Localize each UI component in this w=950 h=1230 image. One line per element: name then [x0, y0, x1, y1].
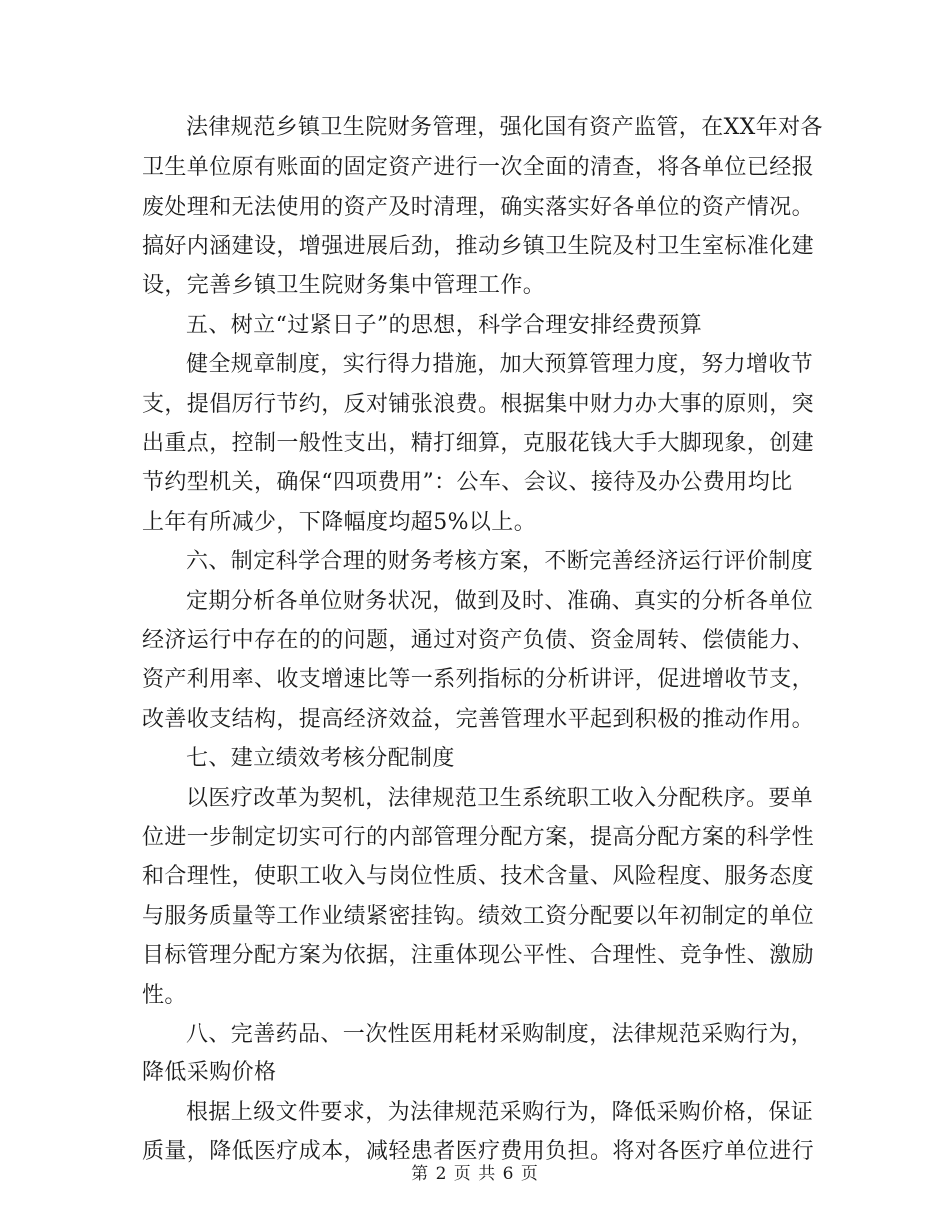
page-footer: 第 2 页 共 6 页 [411, 1164, 539, 1184]
paragraph-line: 支，提倡厉行节约，反对铺张浪费。根据集中财力办大事的原则，突 [142, 392, 815, 417]
paragraph-line: 经济运行中存在的的问题，通过对资产负债、资金周转、偿债能力、 [142, 628, 815, 653]
paragraph-line: 节约型机关，确保“四项费用”：公车、会议、接待及办公费用均比 [142, 470, 793, 495]
paragraph-line: 与服务质量等工作业绩紧密挂钩。绩效工资分配要以年初制定的单位 [142, 904, 815, 929]
paragraph-line: 出重点，控制一般性支出，精打细算，克服花钱大手大脚现象，创建 [142, 431, 815, 456]
section-heading: 八、完善药品、一次性医用耗材采购制度，法律规范采购行为， [186, 1022, 814, 1047]
paragraph-line: 废处理和无法使用的资产及时清理，确实落实好各单位的资产情况。 [142, 195, 815, 220]
section-heading: 降低采购价格 [142, 1060, 277, 1085]
paragraph-line: 健全规章制度，实行得力措施，加大预算管理力度，努力增收节 [186, 352, 814, 377]
paragraph-line: 设，完善乡镇卫生院财务集中管理工作。 [142, 273, 546, 298]
paragraph-line: 改善收支结构，提高经济效益，完善管理水平起到积极的推动作用。 [142, 707, 815, 732]
paragraph-line: 以医疗改革为契机，法律规范卫生系统职工收入分配秩序。要单 [186, 786, 814, 811]
paragraph-line: 搞好内涵建设，增强进展后劲，推动乡镇卫生院及村卫生室标准化建 [142, 234, 815, 259]
section-heading: 六、制定科学合理的财务考核方案，不断完善经济运行评价制度 [186, 549, 814, 574]
paragraph-line: 位进一步制定切实可行的内部管理分配方案，提高分配方案的科学性 [142, 825, 815, 850]
section-heading: 五、树立“过紧日子”的思想，科学合理安排经费预算 [186, 313, 703, 338]
paragraph-line: 定期分析各单位财务状况，做到及时、准确、真实的分析各单位 [186, 589, 814, 614]
paragraph-line: 资产利用率、收支增速比等一系列指标的分析讲评，促进增收节支， [142, 667, 815, 692]
paragraph-line: 根据上级文件要求，为法律规范采购行为，降低采购价格，保证 [186, 1100, 814, 1125]
paragraph-line: 上年有所减少，下降幅度均超5%以上。 [142, 510, 537, 535]
section-heading: 七、建立绩效考核分配制度 [186, 746, 455, 771]
paragraph-line: 法律规范乡镇卫生院财务管理，强化国有资产监管，在XX年对各 [186, 115, 823, 140]
paragraph-line: 卫生单位原有账面的固定资产进行一次全面的清查，将各单位已经报 [142, 155, 815, 180]
paragraph-line: 性。 [142, 983, 187, 1008]
paragraph-line: 目标管理分配方案为依据，注重体现公平性、合理性、竞争性、激励 [142, 943, 815, 968]
paragraph-line: 质量，降低医疗成本，减轻患者医疗费用负担。将对各医疗单位进行 [142, 1139, 815, 1164]
paragraph-line: 和合理性，使职工收入与岗位性质、技术含量、风险程度、服务态度 [142, 864, 815, 889]
